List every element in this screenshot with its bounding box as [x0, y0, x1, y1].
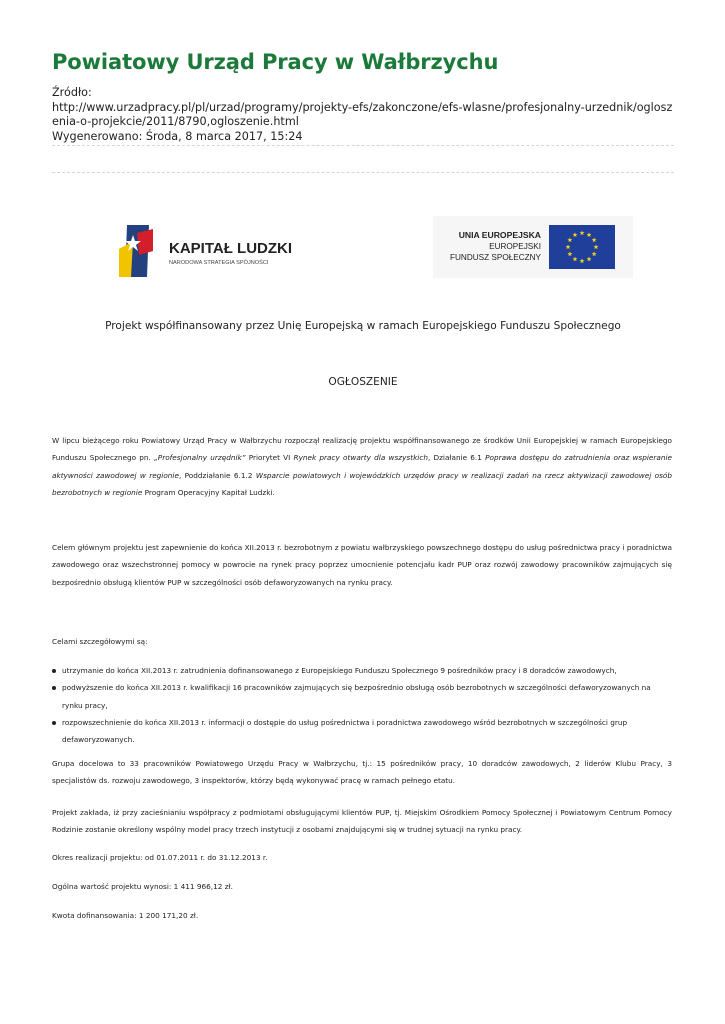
- intro-text: W lipcu bieżącego roku Powiatowy Urząd Pracy w Wałbrzychu rozpoczął realizację projektu współfinansowanego ze środków Unii Europejskiej w ramach Europejskiego Funduszu Społecznego pn.: [52, 436, 672, 463]
- cofinancing-amount: Kwota dofinansowania: 1 200 171,20 zł.: [52, 911, 199, 920]
- source-url[interactable]: http://www.urzadpracy.pl/pl/urzad/programy/projekty-efs/zakonczone/efs-wlasne/profesjonalny-urzednik/ogloszenia-o-projekcie/2011/8790,ogloszenie.html: [52, 100, 673, 129]
- project-period: Okres realizacji projektu: od 01.07.2011 r. do 31.12.2013 r.: [52, 853, 268, 862]
- divider: [52, 145, 674, 146]
- eu-logo-line1: UNIA EUROPEJSKA: [458, 230, 541, 240]
- action-name: Poprawa dostępu do zatrudnienia oraz wspieranie aktywności zawodowej w regionie: [52, 453, 672, 480]
- main-goal-paragraph: Celem głównym projektu jest zapewnienie do końca XII.2013 r. bezrobotnym z powiatu wałbrzyskiego powszechnego dostępu do usług pośrednictwa pracy i poradnictwa zawodowego oraz wszechstronnej pomocy w powrocie na rynek pracy poprzez umocnienie potencjału kadr PUP oraz rozwój zawodowy pracowników zajmujących się bezpośrednio obsługą klientów PUP w szczególności osób defaworyzowanych na rynku pracy.: [52, 543, 672, 587]
- eu-logo: [433, 216, 633, 278]
- announcement-heading: OGŁOSZENIE: [328, 376, 398, 388]
- generated-timestamp: Wygenerowano: Środa, 8 marca 2017, 15:24: [52, 129, 303, 143]
- cofinance-note: Projekt współfinansowany przez Unię Europejską w ramach Europejskiego Funduszu Społecznego: [105, 320, 621, 332]
- list-item: utrzymanie do końca XII.2013 r. zatrudnienia dofinansowanego z Europejskiego Funduszu Społecznego 9 pośredników pracy i 8 doradców zawodowych,: [52, 662, 672, 679]
- intro-text: , Działanie 6.1: [427, 453, 486, 463]
- intro-text: Program Operacyjny Kapitał Ludzki.: [142, 487, 275, 497]
- list-item: rozpowszechnienie do końca XII.2013 r. informacji o dostępie do usług pośrednictwa i poradnictwa zawodowego wśród bezrobotnych w szczególności grup defaworyzowanych.: [52, 714, 672, 749]
- subaction-name: Wsparcie powiatowych i wojewódzkich urzędów pracy w realizacji zadań na rzecz aktywizacji zawodowej osób bezrobotnych w regionie: [52, 470, 672, 497]
- priority-name: Rynek pracy otwarty dla wszystkich: [293, 453, 428, 463]
- project-name: „Profesjonalny urzędnik”: [154, 453, 246, 463]
- specific-goals-label: Celami szczegółowymi są:: [52, 637, 148, 646]
- intro-text: Priorytet VI: [245, 453, 294, 463]
- project-value: Ogólna wartość projektu wynosi: 1 411 966,12 zł.: [52, 882, 233, 891]
- list-item: podwyższenie do końca XII.2013 r. kwalifikacji 16 pracowników zajmujących się bezpośrednio obsługą osób bezrobotnych w szczególności defaworyzowanych na rynku pracy,: [52, 679, 672, 714]
- page-title: Powiatowy Urząd Pracy w Wałbrzychu: [52, 50, 499, 74]
- kl-logo-name: KAPITAŁ LUDZKI: [169, 240, 293, 257]
- source-meta: [52, 86, 674, 144]
- kl-logo-subtitle: NARODOWA STRATEGIA SPÓJNOŚCI: [169, 260, 269, 266]
- kapital-ludzki-logo: [119, 221, 299, 281]
- source-label: Źródło:: [52, 86, 92, 99]
- intro-text: , Poddziałanie 6.1.2: [178, 470, 256, 480]
- specific-goals-list: [52, 662, 672, 748]
- eu-logo-line3: FUNDUSZ SPOŁECZNY: [450, 253, 541, 262]
- divider: [52, 172, 674, 173]
- eu-logo-line2: EUROPEJSKI: [489, 242, 541, 251]
- intro-paragraph: [52, 432, 672, 501]
- cooperation-paragraph: Projekt zakłada, iż przy zacieśnianiu współpracy z podmiotami obsługującymi klientów PUP, tj. Miejskim Ośrodkiem Pomocy Społecznej i Powiatowym Centrum Pomocy Rodzinie zostanie określony wspólny model pracy trzech instytucji z osobami znajdującymi się w trudnej sytuacji na rynku pracy.: [52, 808, 672, 835]
- target-group-paragraph: Grupa docelowa to 33 pracowników Powiatowego Urzędu Pracy w Wałbrzychu, tj.: 15 pośredników pracy, 10 doradców zawodowych, 2 liderów Klubu Pracy, 3 specjalistów ds. rozwoju zawodowego, 3 inspektorów, którzy będą wykonywać pracę w ramach pełnego etatu.: [52, 759, 672, 786]
